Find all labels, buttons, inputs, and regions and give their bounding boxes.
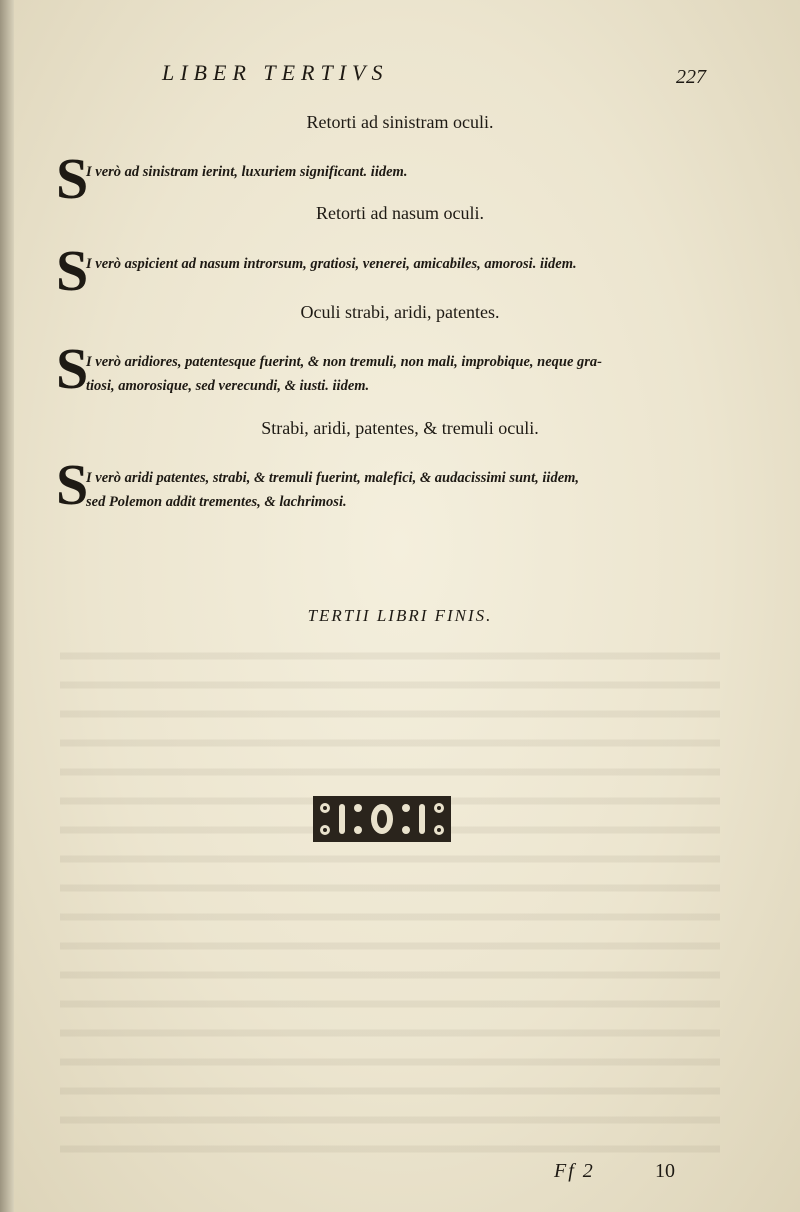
entry-text: I verò ad sinistram ierint, luxuriem significant. iidem. [86, 164, 408, 180]
section-heading: Oculi strabi, aridi, patentes. [300, 302, 500, 322]
entry-text-line-2: sed Polemon addit trementes, & lachrimosi. [86, 494, 347, 510]
footer-number: 10 [655, 1160, 675, 1182]
entry-text: I verò aspicient ad nasum introrsum, gratiosi, venerei, amicabiles, amorosi. iidem. [86, 256, 577, 272]
entry-text-line-1: I verò aridiores, patentesque fuerint, & non tremuli, non mali, improbique, neque gra- [86, 354, 603, 370]
drop-initial: S [56, 452, 89, 517]
page-number: 227 [676, 66, 706, 88]
book-end-title: TERTII LIBRI FINIS. [307, 606, 493, 625]
section-heading: Retorti ad sinistram oculi. [306, 112, 494, 132]
signature-mark: Ff 2 [554, 1160, 595, 1182]
section-heading: Strabi, aridi, patentes, & tremuli oculi. [261, 418, 539, 438]
printers-ornament-icon [313, 796, 451, 842]
running-head: LIBER TERTIVS [162, 60, 389, 85]
drop-initial: S [56, 238, 89, 303]
drop-initial: S [56, 336, 89, 401]
entry-text-line-1: I verò aridi patentes, strabi, & tremuli fuerint, malefici, & audacissimi sunt, iidem, [86, 470, 580, 486]
section-heading: Retorti ad nasum oculi. [316, 203, 484, 223]
entry-text-line-2: tiosi, amorosique, sed verecundi, & iusti. iidem. [86, 378, 370, 394]
show-through-text [60, 640, 720, 1160]
drop-initial: S [56, 146, 89, 211]
